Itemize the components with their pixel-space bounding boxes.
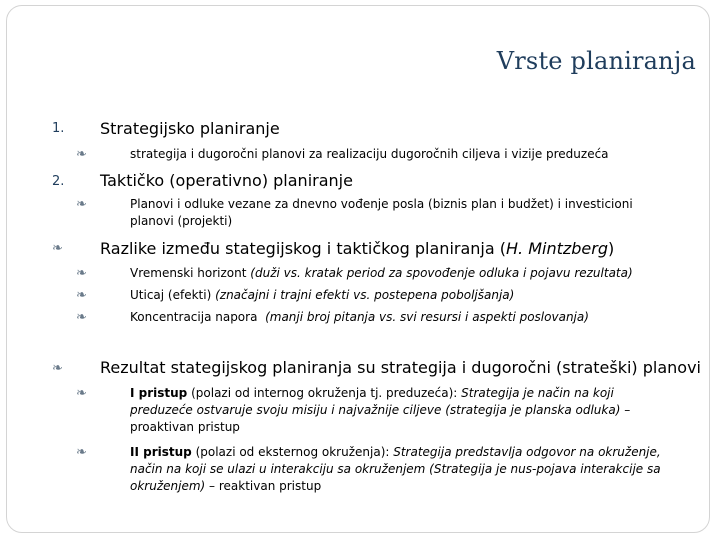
- bullet-icon: ❧: [76, 386, 87, 401]
- bullet-icon: ❧: [76, 147, 87, 162]
- bullet-icon: ❧: [52, 361, 63, 376]
- difference-item: Vremenski horizont (duži vs. kratak period za spovođenje odluka i pojavu rezultata): [130, 266, 633, 280]
- approach-item-2: II pristup (polazi od eksternog okruženja): Strategija predstavlja odgovor na okruženje, način na koji se ulazi u interakciju sa okruženjem (Strategija je nus-pojava interakcije sa okruženjem) – reaktivan pristup: [130, 445, 661, 493]
- bullet-icon: ❧: [76, 445, 87, 460]
- section-number-1: 1.: [52, 121, 65, 136]
- section-number-2: 2.: [52, 174, 65, 189]
- differences-author: H. Mintzberg: [506, 239, 608, 258]
- slide-title: Vrste planiranja: [496, 47, 696, 75]
- section-heading-2: Taktičko (operativno) planiranje: [100, 171, 353, 190]
- section-sub-2: Planovi i odluke vezane za dnevno vođenje posla (biznis plan i budžet) i investicioni planovi (projekti): [130, 197, 633, 228]
- bullet-icon: ❧: [76, 197, 87, 212]
- approach-item-1: I pristup (polazi od internog okruženja tj. preduzeća): Strategija je način na koji preduzeće ostvaruje svoju misiju i najvažnije ciljeve (strategija je planska odluka) – proaktivan pristup: [130, 386, 631, 434]
- differences-heading: Razlike između stategijskog i taktičkog planiranja (H. Mintzberg): [100, 239, 615, 258]
- section-sub-1: strategija i dugoročni planovi za realizaciju dugoročnih ciljeva i vizije preduzeća: [130, 147, 609, 161]
- bullet-icon: ❧: [76, 266, 87, 281]
- bullet-icon: ❧: [76, 310, 87, 325]
- section-heading-1: Strategijsko planiranje: [100, 119, 280, 138]
- bullet-icon: ❧: [52, 241, 63, 256]
- difference-item: Uticaj (efekti) (značajni i trajni efekti vs. postepena poboljšanja): [130, 288, 515, 302]
- bullet-icon: ❧: [76, 288, 87, 303]
- result-heading: Rezultat stategijskog planiranja su strategija i dugoročni (strateški) planovi: [100, 358, 701, 377]
- difference-item: Koncentracija napora (manji broj pitanja vs. svi resursi i aspekti poslovanja): [130, 310, 589, 324]
